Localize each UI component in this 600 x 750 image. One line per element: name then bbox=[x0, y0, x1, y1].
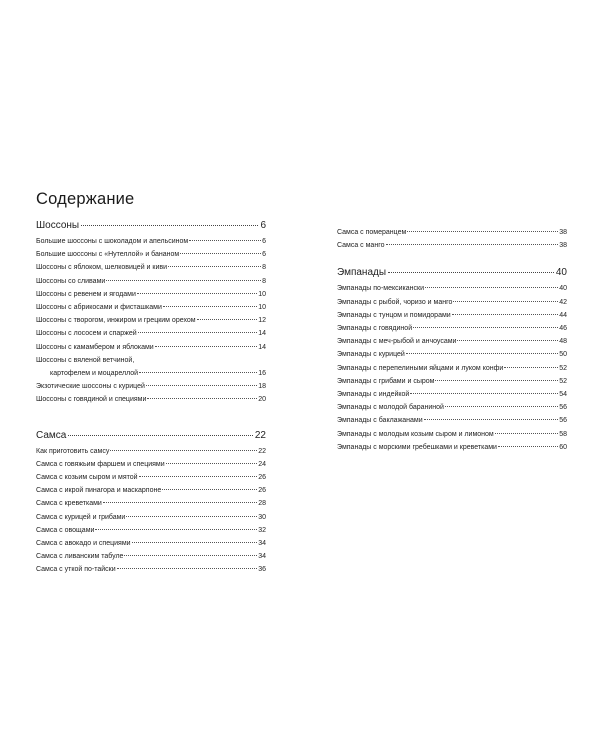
toc-entry-label: Шоссоны с творогом, инжиром и грецким орехом bbox=[36, 317, 196, 325]
leader-dots bbox=[137, 293, 257, 294]
leader-dots bbox=[124, 555, 257, 556]
toc-entry-label: Эмпанады с баклажанами bbox=[337, 417, 423, 425]
toc-entry[interactable] bbox=[36, 563, 266, 576]
toc-entry[interactable] bbox=[36, 248, 266, 261]
toc-entry-label: Эмпанады по-мексикански bbox=[337, 285, 424, 293]
leader-dots bbox=[498, 446, 558, 447]
toc-entry-page: 38 bbox=[559, 229, 567, 236]
toc-entry-page: 24 bbox=[258, 460, 266, 468]
toc-entry-label: Самса с уткой по-тайски bbox=[36, 566, 116, 574]
toc-entry-page: 60 bbox=[559, 443, 567, 451]
toc-entry-label: Самса с курицей и грибами bbox=[36, 513, 126, 521]
toc-entry-page: 32 bbox=[258, 526, 266, 534]
leader-dots bbox=[132, 542, 258, 543]
toc-entry[interactable] bbox=[36, 471, 266, 484]
toc-entry[interactable] bbox=[337, 388, 567, 401]
leader-dots bbox=[388, 272, 554, 273]
toc-entry[interactable] bbox=[36, 511, 266, 524]
toc-entry[interactable] bbox=[337, 428, 567, 441]
leader-dots bbox=[139, 476, 258, 477]
page-title: Содержание bbox=[36, 190, 135, 208]
toc-entry-page: 52 bbox=[559, 377, 567, 385]
toc-entry-page: 16 bbox=[258, 370, 266, 378]
leader-dots bbox=[147, 398, 257, 399]
leader-dots bbox=[504, 367, 558, 368]
toc-entry-label: Шоссоны с говядиной и специями bbox=[36, 396, 147, 404]
leader-dots bbox=[424, 419, 559, 420]
toc-entry-label: Шоссоны с ревенем и ягодами bbox=[36, 290, 136, 298]
section-heading-label: Эмпанады bbox=[337, 267, 387, 279]
toc-entry-page: 38 bbox=[559, 242, 567, 250]
toc-entry-page: 8 bbox=[262, 277, 266, 285]
toc-entry[interactable] bbox=[337, 226, 567, 239]
leader-dots bbox=[168, 266, 261, 267]
section-heading[interactable] bbox=[36, 429, 266, 443]
toc-entry-label: Большие шоссоны с шоколадом и апельсином bbox=[36, 238, 189, 245]
toc-entry[interactable] bbox=[337, 296, 567, 309]
toc-section-samsa bbox=[36, 429, 266, 577]
toc-entry-page: 40 bbox=[559, 285, 567, 293]
toc-entry[interactable] bbox=[36, 327, 266, 340]
leader-dots bbox=[106, 280, 261, 281]
toc-entry-page: 44 bbox=[559, 311, 567, 319]
leader-dots bbox=[189, 240, 261, 241]
leader-dots bbox=[139, 372, 257, 373]
leader-dots bbox=[95, 529, 257, 530]
toc-entry-page: 22 bbox=[258, 447, 266, 455]
toc-entry-label: Большие шоссоны с «Нутеллой» и бананом bbox=[36, 251, 180, 259]
toc-entry[interactable] bbox=[36, 484, 266, 497]
toc-entry-label: Самса с ливанским табуле bbox=[36, 553, 124, 561]
toc-entry[interactable] bbox=[337, 348, 567, 361]
toc-entry-page: 34 bbox=[258, 553, 266, 561]
toc-entry-label: Шоссоны со сливами bbox=[36, 277, 106, 285]
toc-entry-label: Эмпанады с перепелиными яйцами и луком конфи bbox=[337, 364, 504, 372]
toc-entry[interactable] bbox=[36, 341, 266, 354]
toc-entry-page: 20 bbox=[258, 396, 266, 404]
toc-entry[interactable] bbox=[36, 314, 266, 327]
toc-entry-page: 48 bbox=[559, 338, 567, 346]
toc-entry[interactable] bbox=[36, 524, 266, 537]
toc-entry-label: Самса с авокадо и специями bbox=[36, 540, 131, 548]
toc-entry-page: 12 bbox=[258, 317, 266, 325]
toc-entry-label: Самса с овощами bbox=[36, 526, 95, 534]
toc-entry-page: 58 bbox=[559, 430, 567, 438]
toc-entry[interactable] bbox=[337, 239, 567, 252]
toc-entry-label: Самса с икрой пинагора и маскарпоне bbox=[36, 487, 162, 495]
leader-dots bbox=[155, 346, 257, 347]
toc-entry-label: Самса с померанцем bbox=[337, 229, 407, 236]
section-heading-label: Самса bbox=[36, 429, 67, 441]
toc-entry[interactable] bbox=[36, 550, 266, 563]
toc-entry[interactable] bbox=[36, 288, 266, 301]
toc-entry-page: 28 bbox=[258, 500, 266, 508]
leader-dots bbox=[410, 393, 558, 394]
toc-entry[interactable] bbox=[337, 282, 567, 295]
toc-entry-label: Эмпанады с морскими гребешками и креветками bbox=[337, 443, 497, 451]
section-heading-page: 22 bbox=[254, 429, 266, 441]
leader-dots bbox=[413, 327, 558, 328]
toc-entry-page: 10 bbox=[258, 290, 266, 298]
toc-entry[interactable] bbox=[36, 445, 266, 458]
toc-entry-page: 14 bbox=[258, 343, 266, 351]
toc-entry-page: 30 bbox=[258, 513, 266, 521]
toc-entry[interactable] bbox=[337, 322, 567, 335]
leader-dots bbox=[146, 385, 257, 386]
toc-entry-page: 50 bbox=[559, 351, 567, 359]
section-heading-label: Шоссоны bbox=[36, 220, 80, 231]
toc-entry[interactable] bbox=[36, 537, 266, 550]
toc-entry-label: Самса с креветками bbox=[36, 500, 102, 508]
toc-entry-page: 56 bbox=[559, 404, 567, 412]
toc-entry[interactable] bbox=[337, 309, 567, 322]
toc-entry-label: Эмпанады с молодым козьим сыром и лимоном bbox=[337, 430, 494, 438]
leader-dots bbox=[407, 231, 558, 232]
toc-entry-page: 54 bbox=[559, 391, 567, 399]
toc-entry-label: Шоссоны с яблоком, шелковицей и киви bbox=[36, 264, 168, 272]
toc-entry-page: 14 bbox=[258, 330, 266, 338]
toc-entry-label: картофелем и моцареллой bbox=[50, 370, 139, 378]
toc-section-chaussons bbox=[36, 219, 266, 407]
leader-dots bbox=[386, 244, 559, 245]
toc-entry[interactable] bbox=[337, 414, 567, 427]
toc-entry-page: 42 bbox=[559, 298, 567, 306]
leader-dots bbox=[68, 435, 253, 436]
toc-entry-page: 8 bbox=[262, 264, 266, 272]
toc-entry-page: 34 bbox=[258, 540, 266, 548]
toc-entry[interactable] bbox=[36, 235, 266, 248]
toc-entry-wrapped-line2[interactable] bbox=[36, 367, 266, 380]
toc-entry-page: 46 bbox=[559, 325, 567, 333]
toc-entry[interactable] bbox=[36, 380, 266, 393]
toc-right-column bbox=[337, 226, 567, 468]
leader-dots bbox=[197, 319, 258, 320]
leader-dots bbox=[453, 301, 558, 302]
toc-entry-label: Эмпанады с тунцом и помидорами bbox=[337, 311, 451, 319]
leader-dots bbox=[103, 502, 257, 503]
toc-entry-label: Как приготовить самсу bbox=[36, 447, 110, 455]
toc-entry[interactable] bbox=[337, 401, 567, 414]
leader-dots bbox=[445, 406, 558, 407]
toc-entry[interactable] bbox=[337, 362, 567, 375]
toc-entry[interactable] bbox=[337, 375, 567, 388]
leader-dots bbox=[81, 225, 258, 226]
toc-entry-page: 52 bbox=[559, 364, 567, 372]
leader-dots bbox=[117, 568, 258, 569]
leader-dots bbox=[162, 489, 257, 490]
toc-entry[interactable] bbox=[337, 441, 567, 454]
leader-dots bbox=[435, 380, 558, 381]
leader-dots bbox=[110, 450, 257, 451]
toc-entry-page: 6 bbox=[262, 251, 266, 259]
leader-dots bbox=[406, 353, 558, 354]
toc-entry-page: 56 bbox=[559, 417, 567, 425]
leader-dots bbox=[425, 287, 558, 288]
toc-entry-label: Самса с манго bbox=[337, 242, 385, 250]
toc-entry[interactable] bbox=[36, 275, 266, 288]
leader-dots bbox=[180, 253, 261, 254]
toc-entry-label: Самса с говяжьим фаршем и специями bbox=[36, 460, 165, 468]
toc-entry-label: Эмпанады с индейкой bbox=[337, 391, 410, 399]
toc-entry-label: Шоссоны с вяленой ветчиной, bbox=[36, 356, 135, 364]
toc-entry-label: Эмпанады с меч-рыбой и анчоусами bbox=[337, 338, 457, 346]
toc-entry-label: Эмпанады с грибами и сыром bbox=[337, 377, 435, 385]
toc-entry-page: 26 bbox=[258, 474, 266, 482]
toc-entry[interactable] bbox=[36, 458, 266, 471]
toc-entry-page: 6 bbox=[262, 238, 266, 245]
toc-entry[interactable] bbox=[337, 335, 567, 348]
toc-entry[interactable] bbox=[36, 301, 266, 314]
toc-entry-wrapped-line1[interactable] bbox=[36, 354, 266, 367]
leader-dots bbox=[166, 463, 258, 464]
toc-entry-label: Самса с козьим сыром и мятой bbox=[36, 474, 138, 482]
toc-entry-page: 36 bbox=[258, 566, 266, 574]
toc-entry-label: Эмпанады с молодой бараниной bbox=[337, 404, 444, 412]
section-heading[interactable] bbox=[36, 219, 266, 233]
section-heading-page: 6 bbox=[260, 220, 266, 231]
leader-dots bbox=[126, 516, 257, 517]
toc-entry-label: Эмпанады с рыбой, чоризо и манго bbox=[337, 298, 453, 306]
toc-entry-label: Экзотические шоссоны с курицей bbox=[36, 383, 145, 391]
toc-entry-page: 26 bbox=[258, 487, 266, 495]
toc-left-column bbox=[36, 219, 266, 591]
leader-dots bbox=[163, 306, 257, 307]
toc-entry-label: Шоссоны с абрикосами и фисташками bbox=[36, 304, 162, 312]
toc-entry[interactable] bbox=[36, 261, 266, 274]
leader-dots bbox=[452, 314, 559, 315]
section-heading-page: 40 bbox=[555, 267, 567, 279]
toc-entry-label: Шоссоны с лососем и спаржей bbox=[36, 330, 137, 338]
leader-dots bbox=[495, 433, 558, 434]
toc-entry-label: Эмпанады с курицей bbox=[337, 351, 405, 359]
leader-dots bbox=[138, 332, 258, 333]
section-heading[interactable] bbox=[337, 266, 567, 280]
toc-entry-page: 18 bbox=[258, 383, 266, 391]
toc-section-samsa-cont bbox=[337, 226, 567, 252]
leader-dots bbox=[457, 340, 558, 341]
toc-entry-label: Шоссоны с камамбером и яблоками bbox=[36, 343, 154, 351]
toc-section-empanadas bbox=[337, 266, 567, 454]
toc-entry-page: 10 bbox=[258, 304, 266, 312]
toc-entry-label: Эмпанады с говядиной bbox=[337, 325, 413, 333]
toc-entry[interactable] bbox=[36, 497, 266, 510]
toc-entry[interactable] bbox=[36, 393, 266, 406]
